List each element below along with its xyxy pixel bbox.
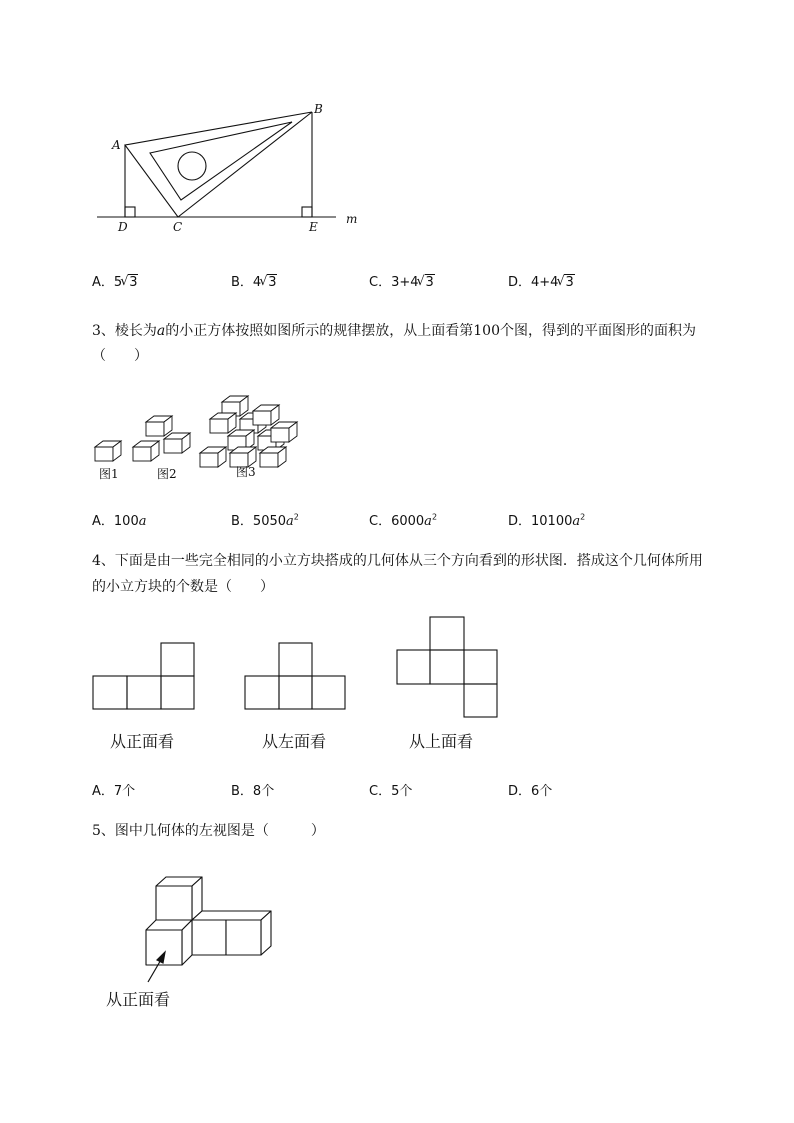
q4-stem-line1: 4、下面是由一些完全相同的小立方块搭成的几何体从三个方向看到的形状图．搭成这个几何体所用 — [92, 553, 703, 569]
q4-option-a[interactable]: A．7个 — [92, 784, 136, 799]
q3-option-b[interactable]: B．$5050a^2$ — [231, 512, 299, 529]
q2-option-d[interactable]: D．4+4√ 3 — [508, 271, 575, 290]
q5-stem: 5、图中几何体的左视图是（ ） — [92, 823, 325, 839]
q2-option-c[interactable]: C．3+4√ 3 — [369, 271, 435, 290]
label-D: D — [118, 220, 128, 234]
q3-option-a[interactable]: A．100a — [92, 514, 147, 529]
q3-fig3-caption: 图3 — [236, 465, 256, 479]
q3-fig2-caption: 图2 — [157, 467, 177, 481]
q2-option-b[interactable]: B．4√ 3 — [231, 271, 277, 290]
label-m: m — [346, 212, 358, 226]
q2-option-a[interactable]: A．5√ 3 — [92, 271, 138, 290]
q3-stem-line2: （ ） — [92, 348, 148, 364]
q3-stem-line1: 3、棱长为a的小正方体按照如图所示的规律摆放，从上面看第100个图，得到的平面图形的面积为 — [92, 323, 697, 339]
q3-option-c[interactable]: C．$6000a^2$ — [369, 512, 438, 529]
q4-option-d[interactable]: D．6个 — [508, 784, 553, 799]
q4-stem-line2: 的小立方块的个数是（ ） — [92, 579, 274, 595]
label-A: A — [112, 138, 121, 152]
q3-fig1-caption: 图1 — [99, 467, 119, 481]
label-C: C — [173, 220, 183, 234]
label-E: E — [309, 220, 318, 234]
q3-option-d[interactable]: D．$10100a^2$ — [508, 512, 586, 529]
q4-front-view-caption: 从正面看 — [110, 732, 175, 751]
q5-arrow-caption: 从正面看 — [106, 990, 171, 1009]
q4-option-b[interactable]: B．8个 — [231, 784, 275, 799]
q4-left-view-caption: 从左面看 — [262, 732, 327, 751]
q4-top-view-caption: 从上面看 — [409, 732, 474, 751]
q4-option-c[interactable]: C．5个 — [369, 784, 413, 799]
label-B: B — [314, 102, 323, 116]
